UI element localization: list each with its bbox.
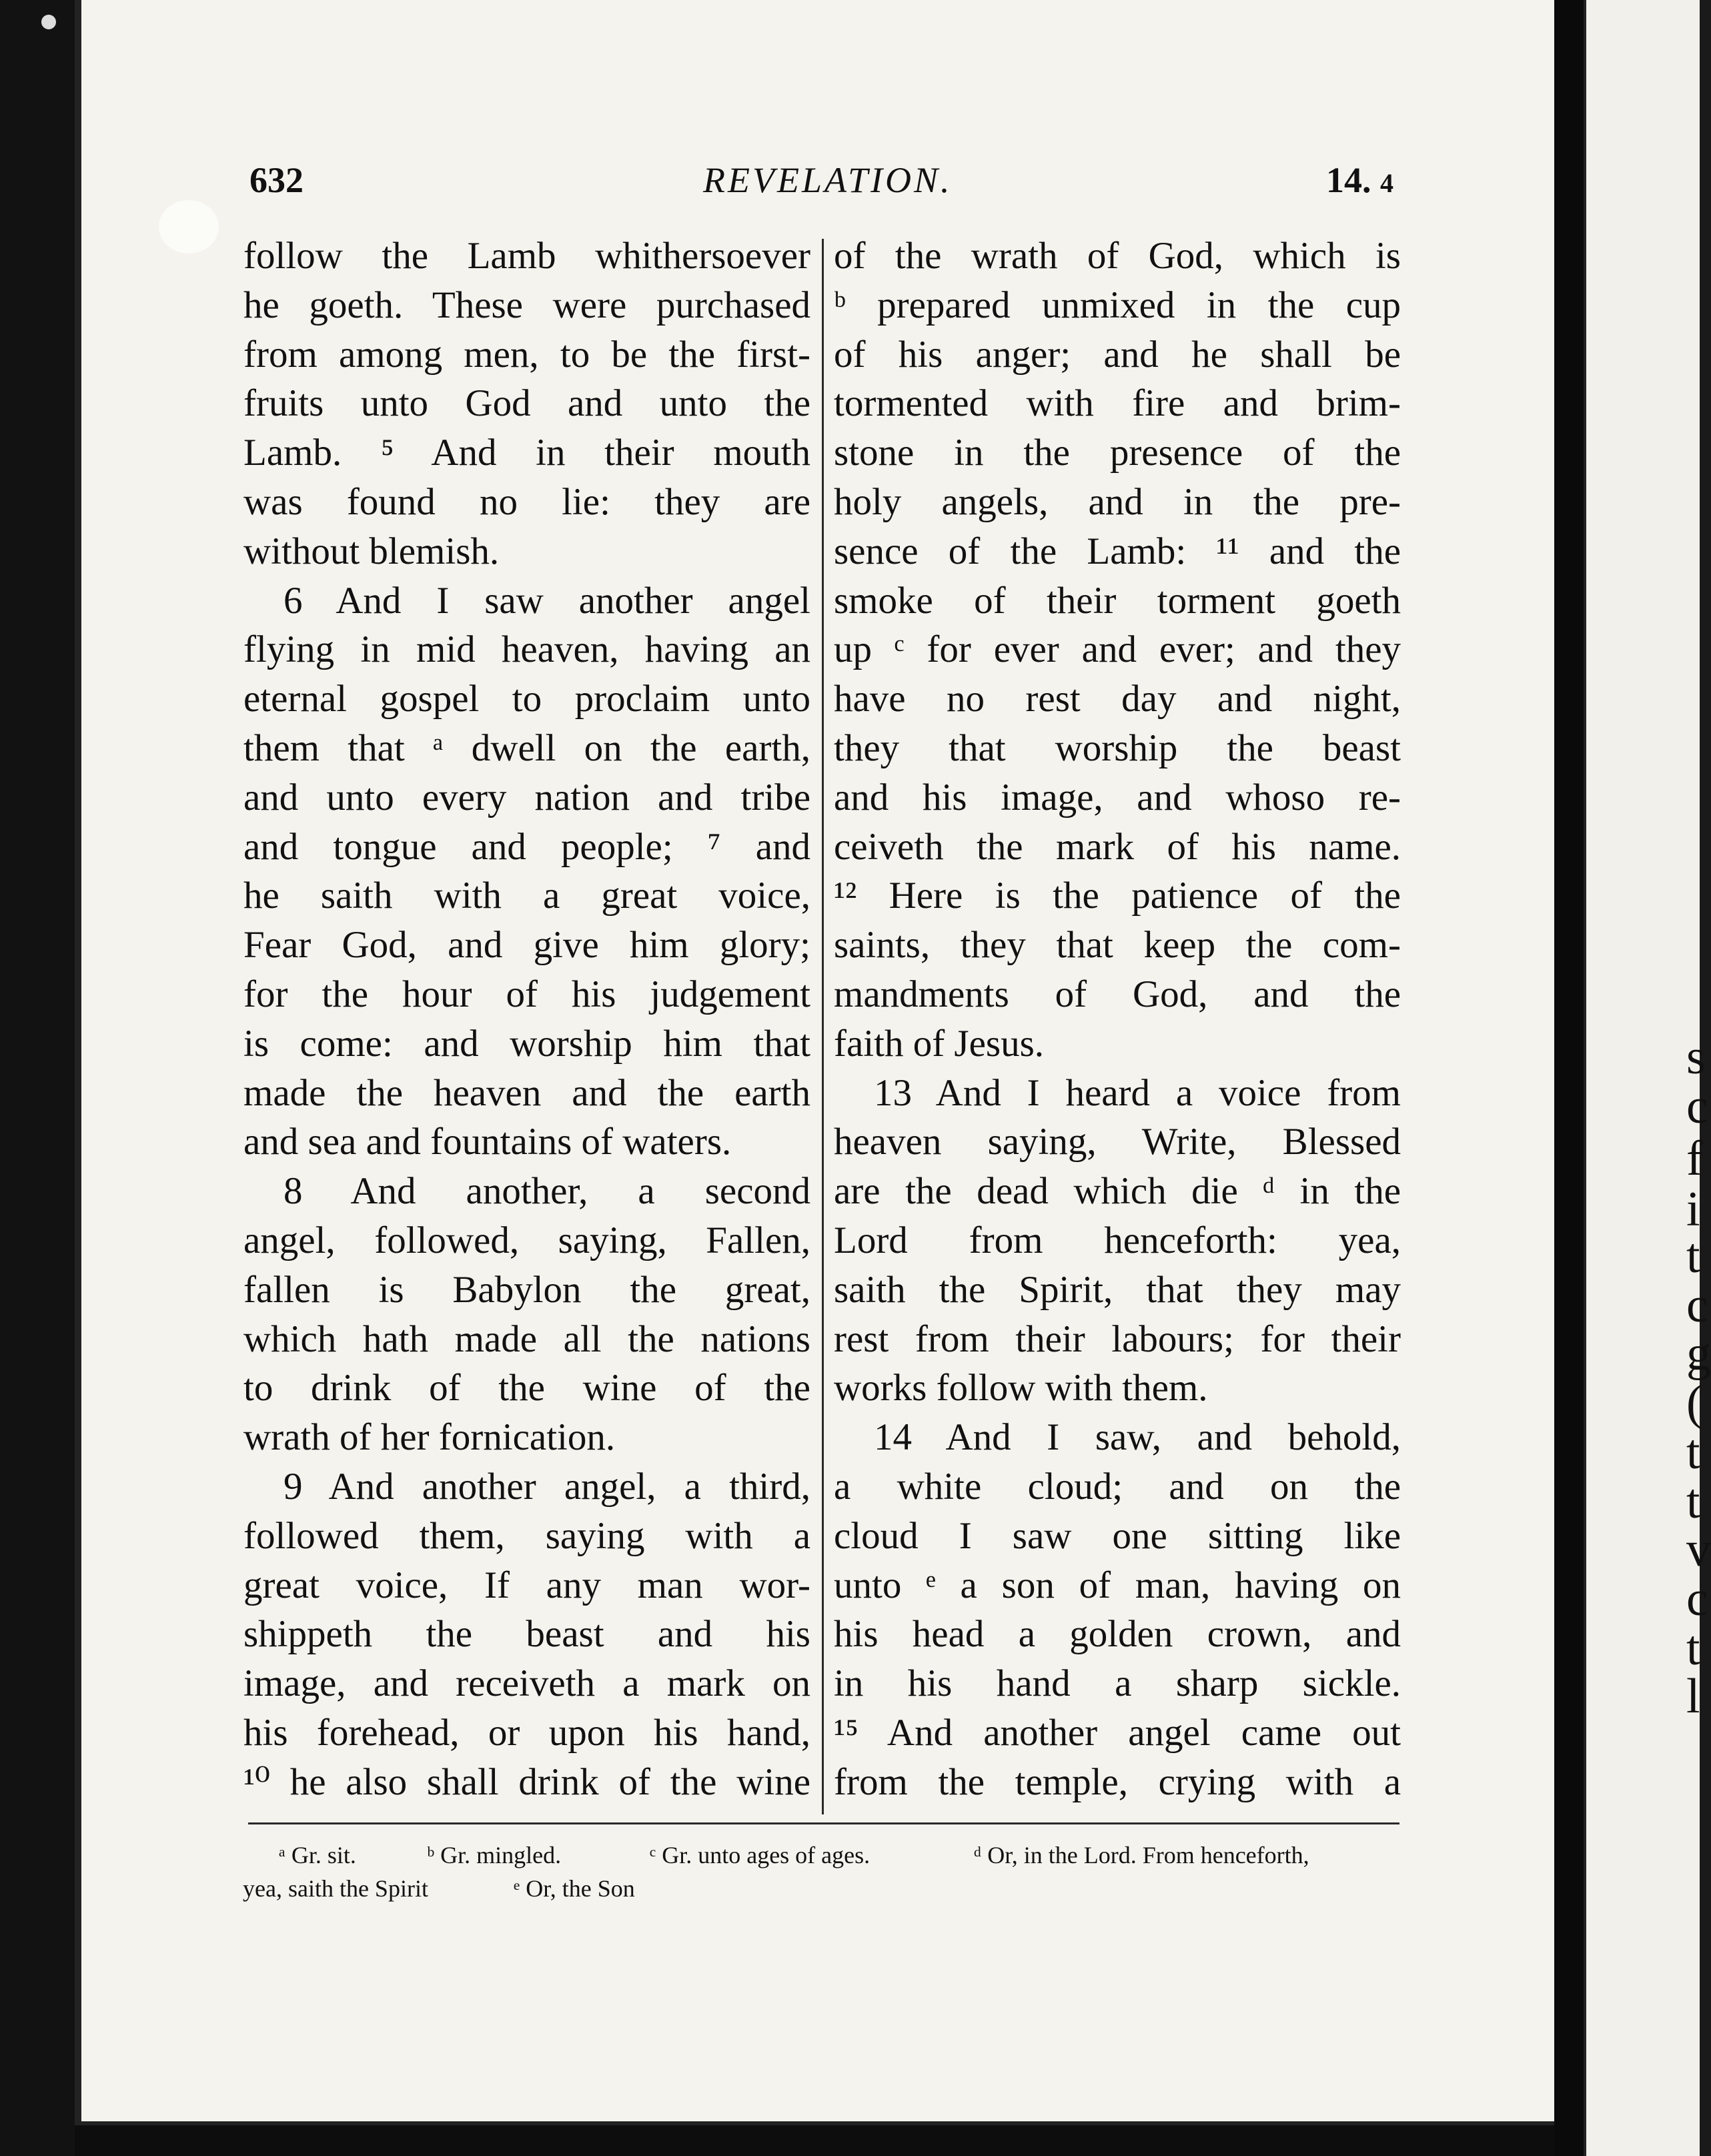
footnote-a: ᵃ Gr. sit. xyxy=(279,1842,356,1868)
right-column-line: holy angels, and in the pre- xyxy=(834,480,1401,523)
facing-page-fragment: t xyxy=(1686,1425,1700,1480)
right-column-line: his head a golden crown, and xyxy=(834,1613,1401,1656)
scan-speck xyxy=(41,15,56,29)
left-column-line: and tongue and people; ⁷ and xyxy=(243,825,810,868)
footnote-rule xyxy=(248,1822,1399,1824)
right-column-line: ᵇ prepared unmixed in the cup xyxy=(834,284,1401,326)
left-column-line: them that ᵃ dwell on the earth, xyxy=(243,726,810,769)
right-column-line: ¹⁵ And another angel came out xyxy=(834,1711,1401,1754)
right-column-line: of his anger; and he shall be xyxy=(834,333,1401,376)
facing-page-fragment: i xyxy=(1686,1182,1700,1237)
left-column-line: without blemish. xyxy=(243,530,500,572)
right-column-line: tormented with fire and brim- xyxy=(834,382,1401,425)
right-column-line: in his hand a sharp sickle. xyxy=(834,1662,1401,1705)
left-column-line: Fear God, and give him glory; xyxy=(243,924,810,967)
right-column-line: are the dead which die ᵈ in the xyxy=(834,1170,1401,1213)
right-column-line: rest from their labours; for their xyxy=(834,1317,1401,1360)
left-column-line: he goeth. These were purchased xyxy=(243,284,810,326)
left-column-line: eternal gospel to proclaim unto xyxy=(243,678,810,720)
right-column-line: have no rest day and night, xyxy=(834,678,1401,720)
facing-page-fragment: t xyxy=(1686,1474,1700,1529)
right-column-line: and his image, and whoso re- xyxy=(834,776,1401,819)
facing-page-fragment: f xyxy=(1686,1131,1703,1186)
right-column-line: Lord from henceforth: yea, xyxy=(834,1219,1401,1261)
right-column-line: unto ᵉ a son of man, having on xyxy=(834,1564,1401,1606)
left-column-line: 8 And another, a second xyxy=(283,1170,810,1213)
footnote-d: ᵈ Or, in the Lord. From henceforth, xyxy=(974,1842,1309,1868)
chapter-verse-reference xyxy=(1326,160,1393,203)
left-column-line: is come: and worship him that xyxy=(243,1022,810,1065)
left-column-line: 9 And another angel, a third, xyxy=(283,1465,810,1508)
right-column-line: a white cloud; and on the xyxy=(834,1465,1401,1508)
left-column-line: flying in mid heaven, having an xyxy=(243,628,810,671)
facing-page-fragment: s xyxy=(1686,1030,1706,1085)
facing-page-fragment: c xyxy=(1686,1079,1708,1134)
right-column-line: ¹² Here is the patience of the xyxy=(834,875,1401,917)
facing-page-fragment: t xyxy=(1686,1621,1700,1676)
left-column-line: wrath of her fornication. xyxy=(243,1416,616,1459)
facing-page-fragment: t xyxy=(1686,1229,1700,1283)
right-column-line: of the wrath of God, which is xyxy=(834,235,1401,277)
right-column-line: faith of Jesus. xyxy=(834,1022,1045,1065)
left-column-line: angel, followed, saying, Fallen, xyxy=(243,1219,810,1261)
right-text-column xyxy=(834,231,1401,1807)
page-number: 632 xyxy=(249,160,304,200)
left-column-line: from among men, to be the first- xyxy=(243,333,810,376)
left-column-line: followed them, saying with a xyxy=(243,1514,810,1557)
left-column-line: great voice, If any man wor- xyxy=(243,1564,810,1606)
right-column-line: saints, they that keep the com- xyxy=(834,924,1401,967)
column-divider xyxy=(822,239,824,1814)
left-text-column xyxy=(243,231,810,1807)
right-column-line: mandments of God, and the xyxy=(834,973,1401,1015)
left-column-line: shippeth the beast and his xyxy=(243,1613,810,1656)
right-column-line: works follow with them. xyxy=(834,1367,1208,1410)
footnote-e: ᵉ Or, the Son xyxy=(514,1875,635,1902)
right-column-line: cloud I saw one sitting like xyxy=(834,1514,1401,1557)
footnote-c: ᶜ Gr. unto ages of ages. xyxy=(650,1842,871,1868)
chapter-number: 14. xyxy=(1326,160,1371,200)
facing-page-fragment: v xyxy=(1686,1522,1711,1577)
footnote-b: ᵇ Gr. mingled. xyxy=(427,1842,562,1868)
right-column-line: up ᶜ for ever and ever; and they xyxy=(834,628,1401,671)
left-column-line: fallen is Babylon the great, xyxy=(243,1268,810,1311)
left-column-line: he saith with a great voice, xyxy=(243,875,810,917)
right-column-line: ceiveth the mark of his name. xyxy=(834,825,1401,868)
left-column-line: follow the Lamb whithersoever xyxy=(243,235,810,277)
right-column-line: saith the Spirit, that they may xyxy=(834,1268,1401,1311)
facing-page-edge xyxy=(1584,0,1700,2156)
right-column-line: smoke of their torment goeth xyxy=(834,579,1401,622)
left-column-line: made the heaven and the earth xyxy=(243,1071,810,1114)
facing-page-fragment: c xyxy=(1686,1572,1708,1626)
facing-page-fragment: ( xyxy=(1686,1376,1703,1430)
left-column-line: to drink of the wine of the xyxy=(243,1367,810,1410)
left-column-line: his forehead, or upon his hand, xyxy=(243,1711,810,1754)
facing-page-fragment: l xyxy=(1686,1669,1700,1724)
right-column-line: sence of the Lamb: ¹¹ and the xyxy=(834,530,1401,572)
facing-page-fragment: g xyxy=(1686,1326,1711,1381)
right-column-line: from the temple, crying with a xyxy=(834,1760,1401,1803)
footnote-d-continued: yea, saith the Spirit xyxy=(243,1875,428,1902)
verse-number: 4 xyxy=(1380,168,1393,198)
left-column-line: for the hour of his judgement xyxy=(243,973,810,1015)
left-binding-edge xyxy=(0,0,75,2156)
left-column-line: fruits unto God and unto the xyxy=(243,382,810,425)
left-column-line: image, and receiveth a mark on xyxy=(243,1662,810,1705)
left-column-line: which hath made all the nations xyxy=(243,1317,810,1360)
right-column-line: 14 And I saw, and behold, xyxy=(874,1416,1401,1459)
left-column-line: and sea and fountains of waters. xyxy=(243,1121,732,1163)
left-column-line: ¹⁰ he also shall drink of the wine xyxy=(243,1760,810,1803)
gutter-shadow xyxy=(1554,0,1584,2156)
left-column-line: and unto every nation and tribe xyxy=(243,776,810,819)
right-column-line: 13 And I heard a voice from xyxy=(874,1071,1401,1114)
right-column-line: stone in the presence of the xyxy=(834,432,1401,474)
left-column-line: 6 And I saw another angel xyxy=(283,579,810,622)
facing-page-fragment: c xyxy=(1686,1278,1708,1333)
scan-speck xyxy=(159,200,219,253)
left-column-line: was found no lie: they are xyxy=(243,480,810,523)
right-column-line: they that worship the beast xyxy=(834,726,1401,769)
running-title: REVELATION. xyxy=(703,160,953,200)
right-column-line: heaven saying, Write, Blessed xyxy=(834,1121,1401,1163)
left-column-line: Lamb. ⁵ And in their mouth xyxy=(243,432,810,474)
